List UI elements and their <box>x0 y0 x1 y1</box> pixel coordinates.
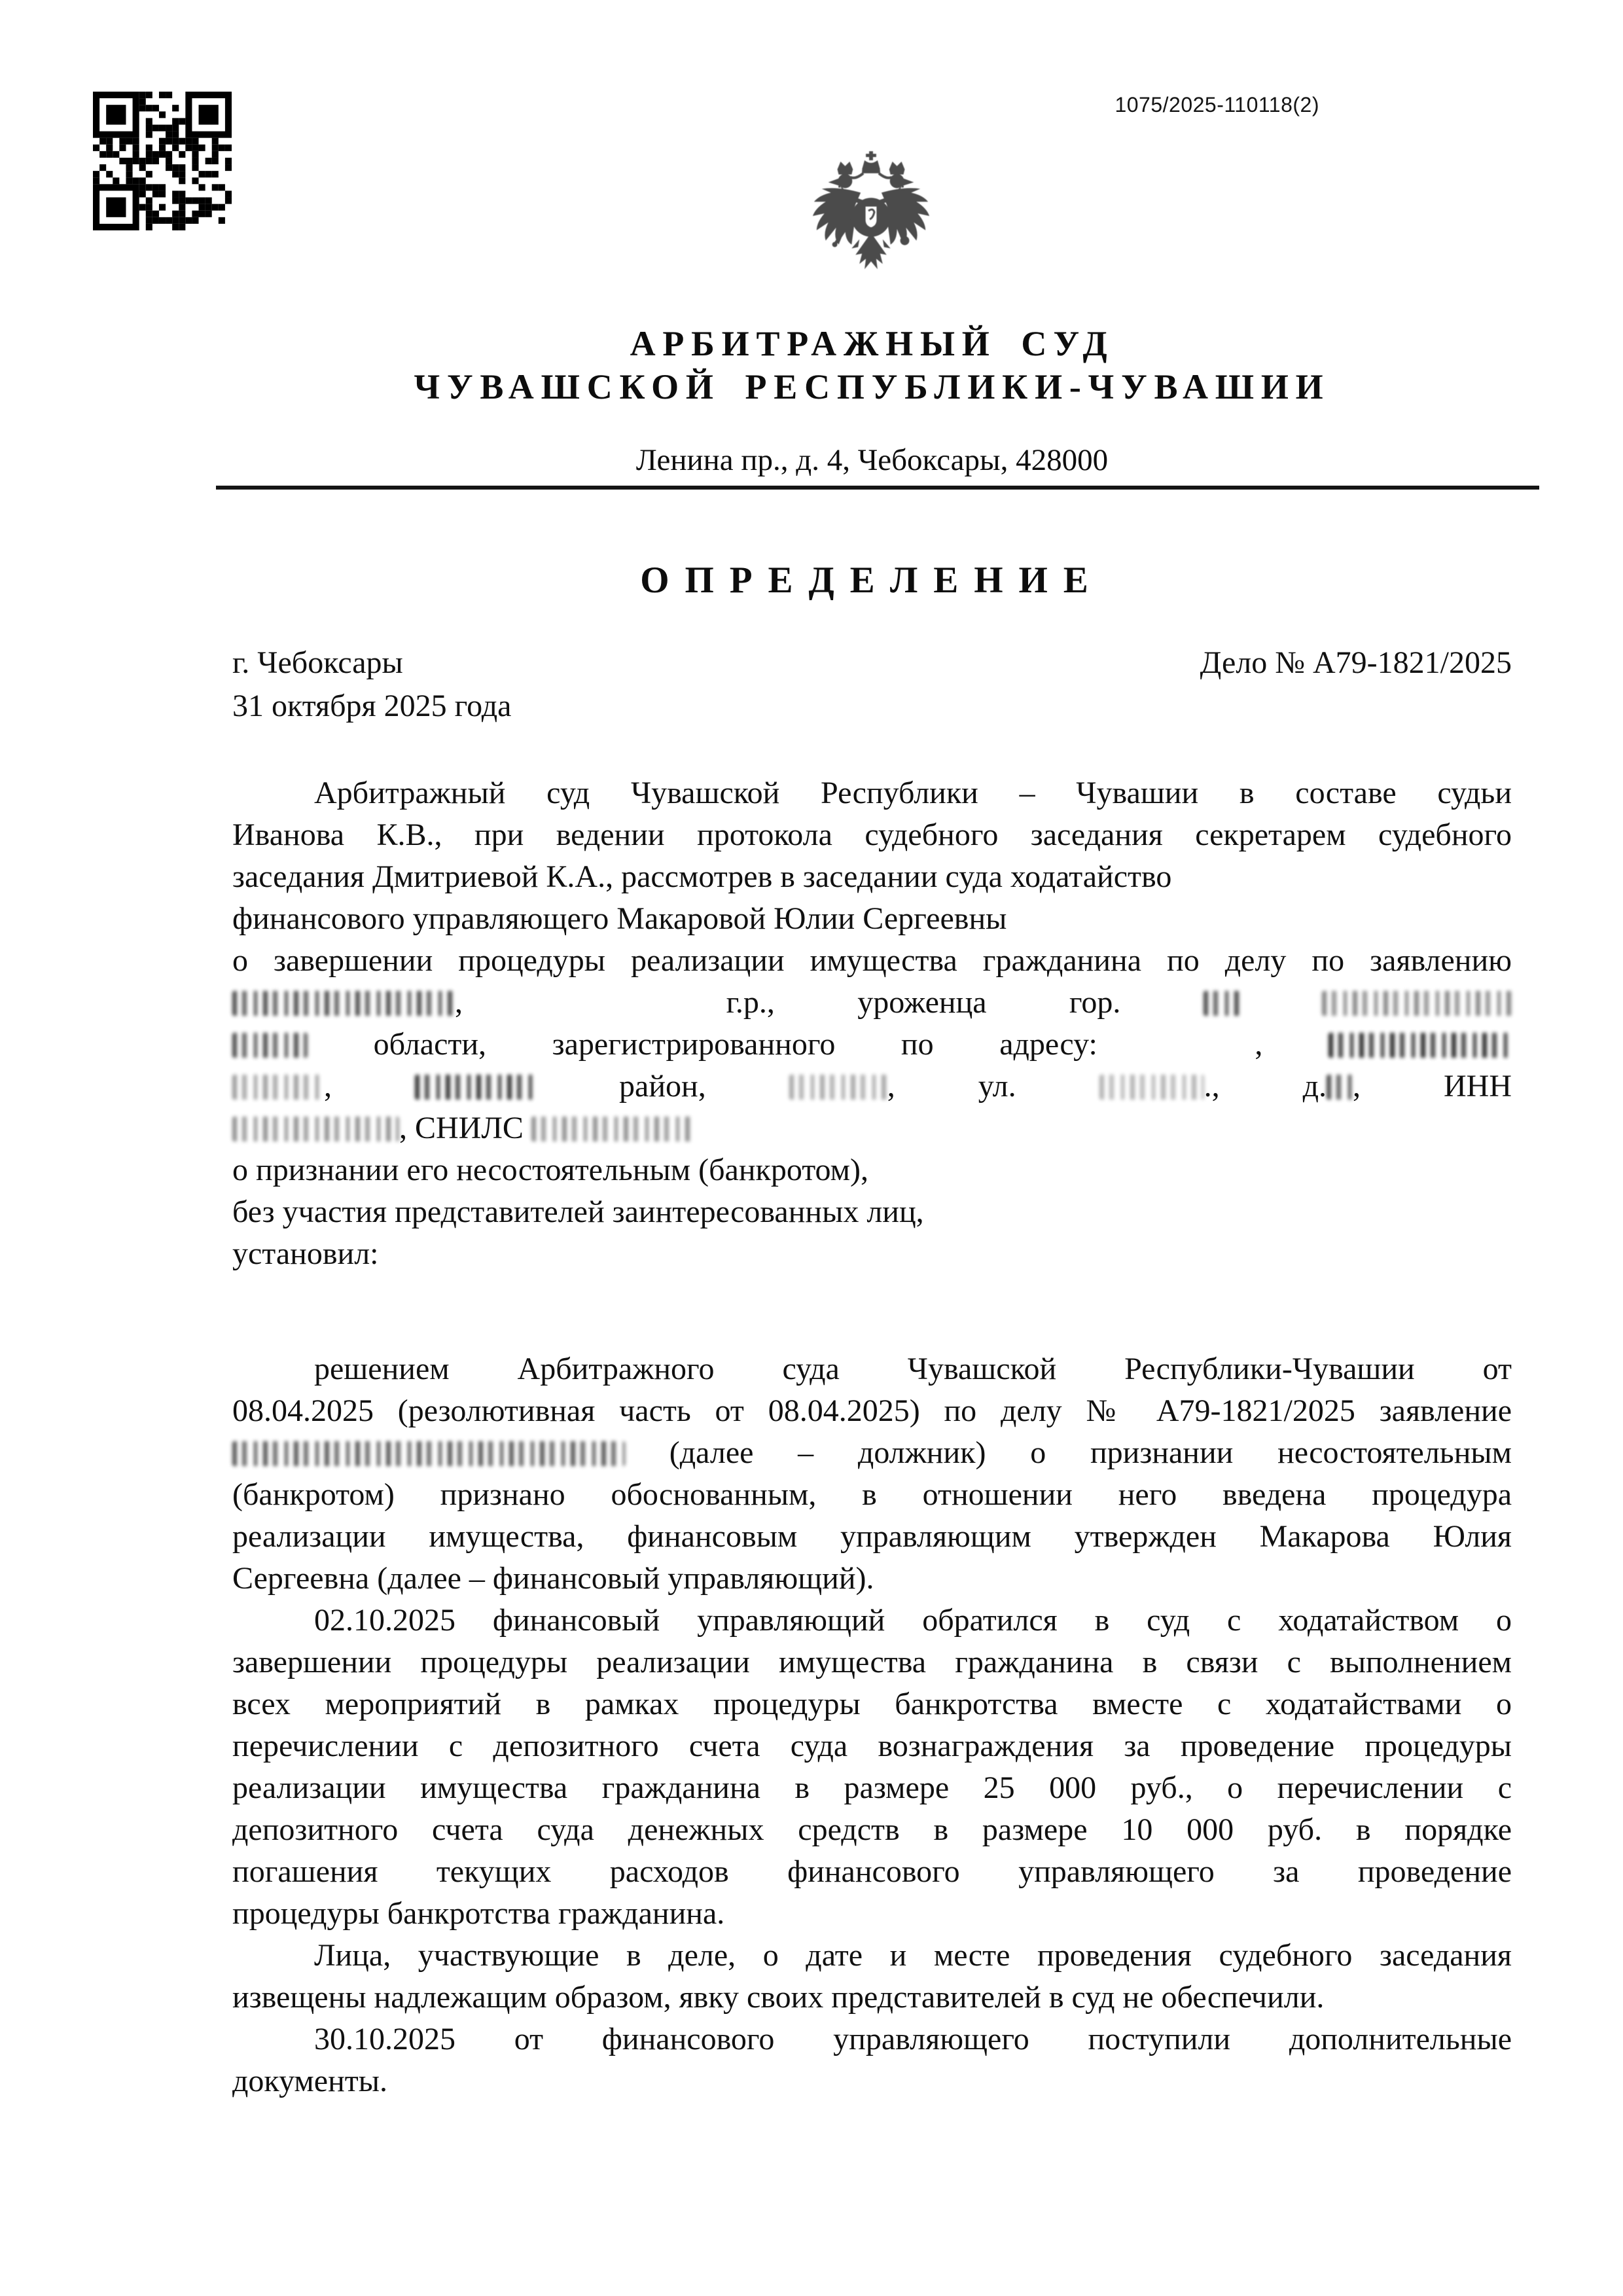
body-line: 08.04.2025 (резолютивная часть от 08.04.2025) по делу № А79-1821/2025 заявление <box>232 1393 1512 1428</box>
redacted-text <box>232 1117 399 1141</box>
redacted-text <box>531 1117 695 1141</box>
body-line: 30.10.2025 от финансового управляющего поступили дополнительные <box>314 2022 1512 2056</box>
body-line: финансового управляющего Макаровой Юлии Сергеевны <box>232 901 1007 936</box>
document-body <box>232 772 1512 2102</box>
redacted-text <box>1327 1075 1353 1100</box>
city: г. Чебоксары <box>232 645 403 680</box>
redacted-text <box>415 1075 536 1100</box>
body-line: без участия представителей заинтересованных лиц, <box>232 1194 924 1229</box>
body-line: депозитного счета суда денежных средств в размере 10 000 руб. в порядке <box>232 1812 1512 1847</box>
redacted-text <box>1322 991 1512 1016</box>
body-line: Сергеевна (далее – финансовый управляющий). <box>232 1561 874 1596</box>
redacted-blank <box>545 1009 643 1013</box>
body-line: (далее – должник) о признании несостоятельным <box>232 1432 1512 1474</box>
redacted-blank <box>1163 1050 1255 1054</box>
document-number-stamp: 1075/2025-110118(2) <box>1115 93 1319 117</box>
body-line: всех мероприятий в рамках процедуры банкротства вместе с ходатайствами о <box>232 1687 1512 1721</box>
body-line: перечислении с депозитного счета суда вознаграждения за проведение процедуры <box>232 1729 1512 1763</box>
body-line: завершении процедуры реализации имущества гражданина в связи с выполнением <box>232 1645 1512 1679</box>
redacted-text <box>232 991 455 1016</box>
body-line: (банкротом) признано обоснованным, в отношении него введена процедура <box>232 1477 1512 1512</box>
body-line: реализации имущества гражданина в размере 25 000 руб., о перечислении с <box>232 1770 1512 1805</box>
court-name <box>232 322 1512 408</box>
body-line: погашения текущих расходов финансового управляющего за проведение <box>232 1854 1512 1889</box>
redacted-text <box>789 1075 887 1100</box>
redacted-text <box>232 1033 308 1058</box>
body-line: , г.р., уроженца гор. <box>232 982 1512 1024</box>
body-line: , СНИЛС <box>232 1107 1512 1149</box>
coat-of-arms-russia-icon <box>806 149 936 287</box>
court-name-line2: ЧУВАШСКОЙ РЕСПУБЛИКИ-ЧУВАШИИ <box>414 367 1330 406</box>
ruling-date: 31 октября 2025 года <box>232 689 512 723</box>
body-line: Арбитражный суд Чувашской Республики – Чувашии в составе судьи <box>314 776 1512 810</box>
redacted-text <box>232 1441 625 1466</box>
redacted-text <box>1329 1033 1512 1058</box>
body-line: , район, , ул. ., д. , ИНН <box>232 1066 1512 1107</box>
document-title: ОПРЕДЕЛЕНИЕ <box>640 560 1104 601</box>
body-line: о завершении процедуры реализации имущества гражданина по делу по заявлению <box>232 943 1512 978</box>
redacted-text <box>1204 991 1240 1016</box>
body-line: установил: <box>232 1236 379 1271</box>
body-line: процедуры банкротства гражданина. <box>232 1896 725 1931</box>
body-line: документы. <box>232 2064 388 2098</box>
body-line: заседания Дмитриевой К.А., рассмотрев в заседании суда ходатайство <box>232 859 1172 894</box>
body-line: о признании его несостоятельным (банкротом), <box>232 1153 868 1187</box>
court-name-line1: АРБИТРАЖНЫЙ СУД <box>630 324 1115 363</box>
body-line: реализации имущества, финансовым управляющим утвержден Макарова Юлия <box>232 1519 1512 1554</box>
court-address: Ленина пр., д. 4, Чебоксары, 428000 <box>635 443 1109 477</box>
body-line: решением Арбитражного суда Чувашской Республики-Чувашии от <box>314 1352 1512 1386</box>
body-line: извещены надлежащим образом, явку своих представителей в суд не обеспечили. <box>232 1980 1325 2015</box>
redacted-text <box>232 1075 324 1100</box>
qr-code <box>93 92 232 230</box>
body-line: Иванова К.В., при ведении протокола судебного заседания секретарем судебного <box>232 817 1512 852</box>
body-line: 02.10.2025 финансовый управляющий обратился в суд с ходатайством о <box>314 1603 1512 1638</box>
body-line: Лица, участвующие в деле, о дате и месте проведения судебного заседания <box>314 1938 1512 1973</box>
case-number: Дело № А79-1821/2025 <box>1200 645 1512 680</box>
header-divider <box>216 486 1539 490</box>
case-meta <box>232 641 1512 728</box>
redacted-text <box>1099 1075 1204 1100</box>
body-line: области, зарегистрированного по адресу: , <box>232 1024 1512 1066</box>
